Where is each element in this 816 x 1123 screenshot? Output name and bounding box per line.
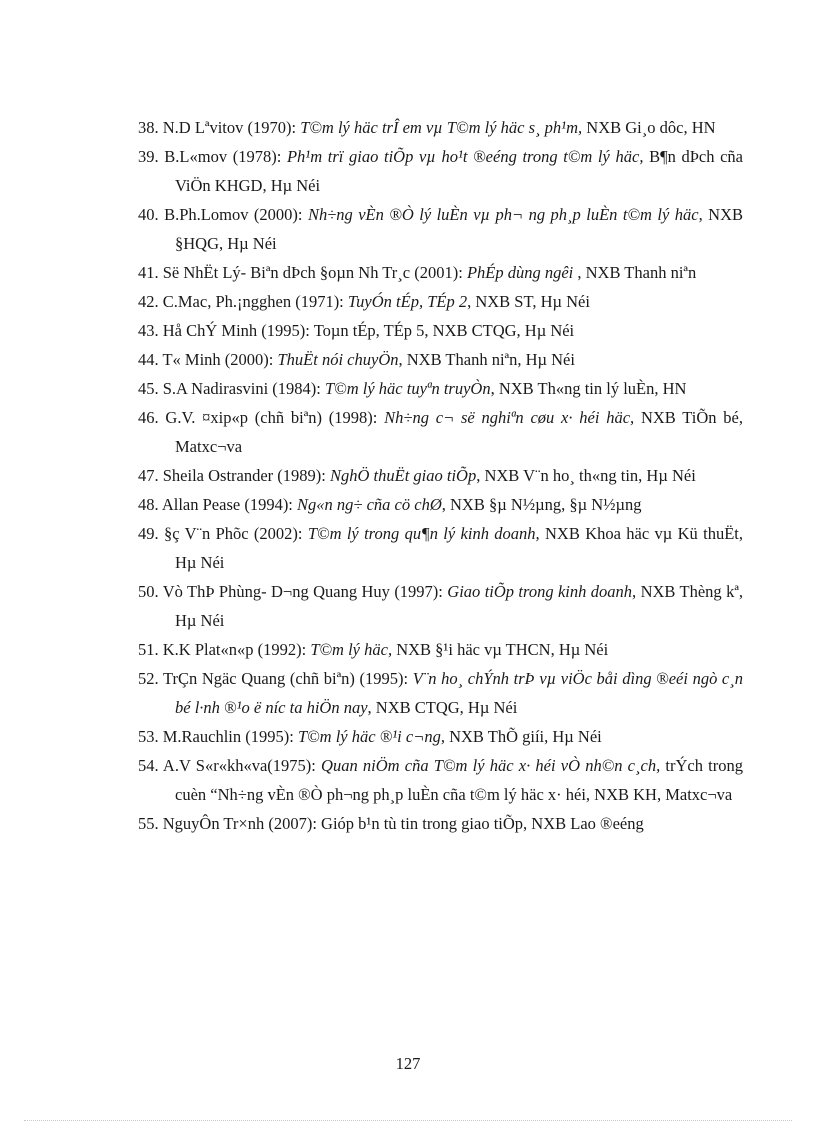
reference-item [131,751,743,809]
reference-text: K.K Plat«n«p (1992): [162,640,311,659]
reference-text: B.Ph.Lomov (2000): [164,205,308,224]
reference-number: 39. [138,147,159,166]
reference-item [131,287,743,316]
reference-item [131,374,743,403]
reference-number: 45. [138,379,159,398]
reference-text: , NXB Th«ng tin lý luÈn, HN [490,379,687,398]
reference-title: T©m lý trong qu¶n lý kinh doanh, [307,524,540,543]
reference-item [131,490,743,519]
reference-text: Vò ThÞ Phùng- D¬ng Quang Huy (1997): [162,582,448,601]
reference-text: B.L«mov (1978): [164,147,287,166]
reference-number: 41. [138,263,159,282]
reference-text: NXB ThÕ giíi, Hµ Néi [444,727,602,746]
reference-list [131,113,743,838]
reference-number: 55. [138,814,159,833]
reference-title: V¨n ho¸ chÝnh trÞ vµ viÖc båi dìng ®eéi ngò c¸n bé l·nh ®¹o ë níc ta hiÖn nay [175,669,744,717]
reference-text: NXB TiÕn bé, Matxc¬va [175,408,744,456]
reference-item [131,345,743,374]
reference-title: Quan niÖm cña T©m lý häc x· héi vÒ nh©n c¸ch, [321,756,661,775]
reference-item [131,113,743,142]
reference-number: 46. [138,408,159,427]
reference-item [131,258,743,287]
reference-text: NXB §¹i häc vµ THCN, Hµ Néi [392,640,609,659]
reference-text: M.Rauchlin (1995): [162,727,298,746]
reference-text: NguyÔn Tr×nh (2007): Gióp b¹n tù tin trong giao tiÕp, NXB Lao ®eéng [162,814,644,833]
reference-text: , NXB §µ N½µng, §µ N½µng [441,495,642,514]
reference-title: T©m lý häc, [310,640,393,659]
reference-text: T« Minh (2000): [162,350,278,369]
reference-number: 42. [138,292,159,311]
reference-number: 53. [138,727,159,746]
reference-title: Ng«n ng÷ cña cö chØ [297,495,442,514]
reference-text: , NXB Thanh niªn [573,263,697,282]
reference-text: , NXB ST, Hµ Néi [467,292,590,311]
reference-title: PhÉp dùng ngêi [466,263,574,282]
reference-text: Sheila Ostrander (1989): [162,466,330,485]
reference-text: TrÇn Ngäc Quang (chñ biªn) (1995): [162,669,413,688]
reference-number: 47. [138,466,159,485]
reference-number: 51. [138,640,159,659]
reference-text: , NXB §HQG, Hµ Néi [175,205,743,253]
reference-title: Ph¹m trï giao tiÕp vµ ho¹t ®eéng trong t©m lý häc, [286,147,644,166]
reference-text: §ç V¨n Phõc (2002): [163,524,308,543]
reference-text: Hå ChÝ Minh (1995): Toµn tÉp, TÉp 5, NXB CTQG, Hµ Néi [162,321,575,340]
reference-item [131,519,743,577]
reference-item [131,316,743,345]
reference-title: T©m lý häc ®¹i c¬ng, [297,727,445,746]
page-bottom-divider [24,1120,792,1121]
reference-text: S.A Nadirasvini (1984): [162,379,325,398]
reference-item [131,577,743,635]
reference-number: 52. [138,669,159,688]
reference-item [131,461,743,490]
reference-title: ThuËt nói chuyÖn [277,350,399,369]
reference-text: N.D Lªvitov (1970): [162,118,301,137]
reference-text: Së NhËt Lý- Biªn dÞch §oµn Nh Tr¸c (2001): [162,263,467,282]
reference-title: T©m lý häc tuyªn truyÒn [325,379,491,398]
reference-number: 54. [138,756,159,775]
reference-title: Giao tiÕp trong kinh doanh [447,582,633,601]
reference-item [131,635,743,664]
reference-text: NXB Khoa häc vµ Kü thuËt, Hµ Néi [175,524,743,572]
reference-item [131,664,743,722]
reference-text: , NXB CTQG, Hµ Néi [367,698,518,717]
reference-text: C.Mac, Ph.¡ngghen (1971): [162,292,348,311]
reference-title: NghÖ thuËt giao tiÕp [330,466,477,485]
reference-text: Allan Pease (1994): [161,495,298,514]
reference-text: trÝch trong cuèn “Nh÷ng vÈn ®Ò ph¬ng ph¸p luÈn cña t©m lý häc x· héi, NXB KH, Matxc¬va [175,756,743,804]
reference-item [131,722,743,751]
reference-number: 38. [138,118,159,137]
reference-number: 43. [138,321,159,340]
reference-text: , NXB Thèng kª, Hµ Néi [175,582,743,630]
reference-item [131,200,743,258]
reference-number: 49. [138,524,159,543]
reference-title: Nh÷ng vÈn ®Ò lý luÈn vµ ph¬ ng ph¸p luÈn t©m lý häc [307,205,699,224]
reference-number: 40. [138,205,159,224]
reference-title: T©m lý häc trÎ em vµ T©m lý häc s¸ ph¹m, [300,118,583,137]
reference-number: 48. [138,495,159,514]
reference-text: B¶n dÞch cña ViÖn KHGD, Hµ Néi [175,147,744,195]
page-number: 127 [395,1054,421,1073]
reference-text: , NXB Thanh niªn, Hµ Néi [398,350,575,369]
reference-item [131,142,743,200]
reference-number: 44. [138,350,159,369]
reference-number: 50. [138,582,159,601]
reference-title: TuyÓn tÉp, TÉp 2 [347,292,468,311]
reference-text: , NXB V¨n ho¸ th«ng tin, Hµ Néi [476,466,696,485]
reference-text: NXB Gi¸o dôc, HN [582,118,716,137]
reference-title: Nh÷ng c¬ së nghiªn cøu x· héi häc, [384,408,635,427]
reference-item [131,809,743,838]
reference-text: A.V S«r«kh«va(1975): [162,756,322,775]
reference-text: G.V. ¤xip«p (chñ biªn) (1998): [165,408,385,427]
reference-item [131,403,743,461]
